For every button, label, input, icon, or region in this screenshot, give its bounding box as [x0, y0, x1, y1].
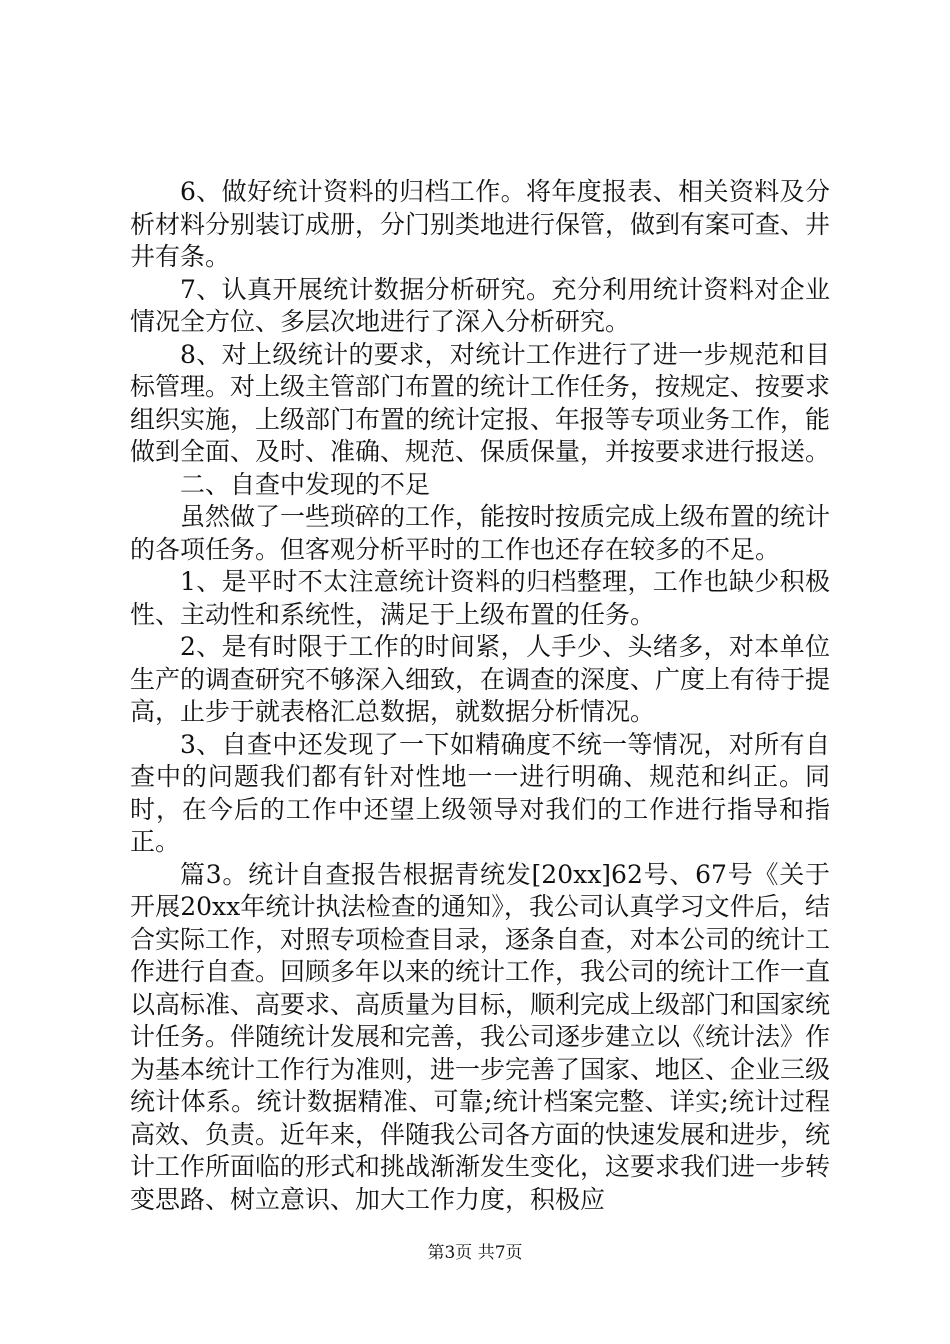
paragraph-shortcoming-1: 1、是平时不太注意统计资料的归档整理，工作也缺少积极性、主动性和系统性，满足于上级布置的任务。: [130, 567, 830, 629]
page-footer: 第3页 共7页: [427, 1243, 523, 1263]
document-body: [130, 176, 830, 1216]
paragraph-item-6: 6、做好统计资料的归档工作。将年度报表、相关资料及分析材料分别装订成册，分门别类地进行保管，做到有案可查、井井有条。: [130, 177, 831, 271]
paragraph-part-3: 篇3。统计自查报告根据青统发[20xx]62号、67号《关于开展20xx年统计执法检查的通知》，我公司认真学习文件后，结合实际工作，对照专项检查目录，逐条自查，对本公司的统计工作进行自查。回顾多年以来的统计工作，我公司的统计工作一直以高标准、高要求、高质量为目标，顺利完成上级部门和国家统计任务。伴随统计发展和完善，我公司逐步建立以《统计法》作为基本统计工作行为准则，进一步完善了国家、地区、企业三级统计体系。统计数据精准、可靠;统计档案完整、详实;统计过程高效、负责。近年来，伴随我公司各方面的快速发展和进步，统计工作所面临的形式和挑战渐渐发生变化，这要求我们进一步转变思路、树立意识、加大工作力度，积极应: [130, 859, 831, 1214]
paragraph-shortcomings-intro: 虽然做了一些琐碎的工作，能按时按质完成上级布置的统计的各项任务。但客观分析平时的工作也还存在较多的不足。: [130, 502, 831, 564]
section-heading-shortcomings: 二、自查中发现的不足: [180, 469, 431, 499]
paragraph-item-8: 8、对上级统计的要求，对统计工作进行了进一步规范和目标管理。对上级主管部门布置的统计工作任务，按规定、按要求组织实施，上级部门布置的统计定报、年报等专项业务工作，能做到全面、及时、准确、规范、保质保量，并按要求进行报送。: [130, 339, 831, 466]
paragraph-shortcoming-3: 3、自查中还发现了一下如精确度不统一等情况，对所有自查中的问题我们都有针对性地一一进行明确、规范和纠正。同时，在今后的工作中还望上级领导对我们的工作进行指导和指正。: [130, 729, 830, 856]
paragraph-item-7: 7、认真开展统计数据分析研究。充分利用统计资料对企业情况全方位、多层次地进行了深入分析研究。: [130, 274, 830, 336]
paragraph-shortcoming-2: 2、是有时限于工作的时间紧，人手少、头绪多，对本单位生产的调查研究不够深入细致，在调查的深度、广度上有待于提高，止步于就表格汇总数据，就数据分析情况。: [130, 632, 831, 726]
